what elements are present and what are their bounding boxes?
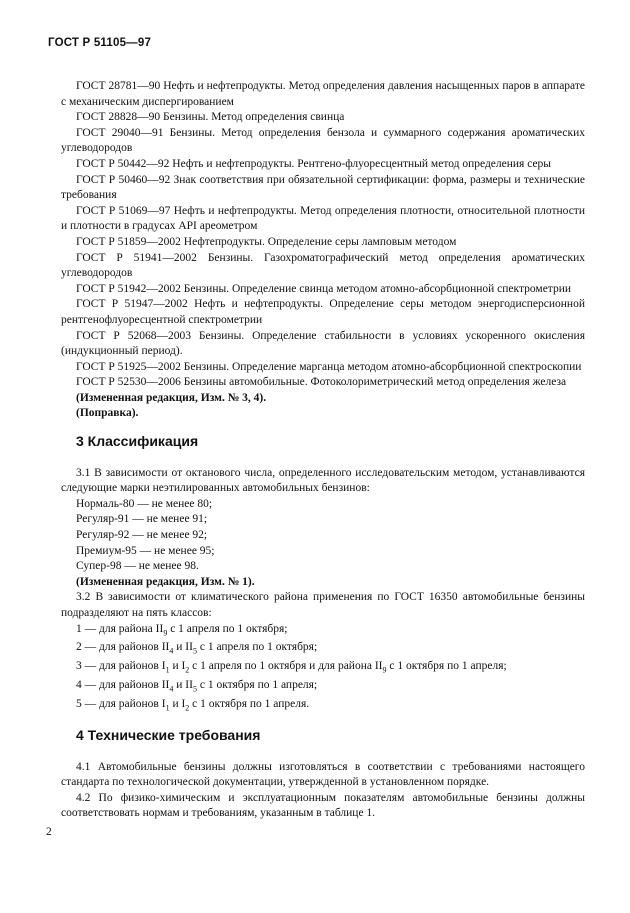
climate-class-1: 1 — для района $II_9$ с 1 апреля по 1 октября; xyxy=(76,622,288,637)
amendment-note: (Измененная редакция, Изм. № 1). xyxy=(76,575,255,588)
climate-class-4: 4 — для районов $II_4$ и $II_5$ с 1 октября по 1 апреля; xyxy=(76,679,318,694)
ref-item: ГОСТ Р 50442—92 Нефть и нефтепродукты. Рентгено-флуоресцентный метод определения серы xyxy=(76,157,552,170)
amendment-note: (Измененная редакция, Изм. № 3, 4). xyxy=(76,391,267,404)
ref-item: ГОСТ Р 51069—97 Нефть и нефтепродукты. Метод определения плотности, относительной плотности и плотности в градусах API ареометром xyxy=(61,204,585,233)
section-3-heading: 3 Классификация xyxy=(76,433,199,450)
ref-item: ГОСТ Р 51859—2002 Нефтепродукты. Определение серы ламповым методом xyxy=(76,235,457,248)
climate-class-2: 2 — для районов $II_4$ и $II_5$ с 1 апреля по 1 октября; xyxy=(76,641,318,656)
grade-item: Регуляр-92 — не менее 92; xyxy=(76,529,208,542)
ref-item: ГОСТ 29040—91 Бензины. Метод определения бензола и суммарного содержания ароматических углеводородов xyxy=(61,126,585,155)
grade-item: Регуляр-91 — не менее 91; xyxy=(76,513,208,526)
grade-item: Премиум-95 — не менее 95; xyxy=(76,544,215,557)
ref-item: ГОСТ 28781—90 Нефть и нефтепродукты. Метод определения давления насыщенных паров в аппарате с механическим диспергированием xyxy=(61,80,585,108)
ref-item: ГОСТ Р 51947—2002 Нефть и нефтепродукты. Определение серы методом энергодисперсионной рентгенофлуоресцентной спектрометрии xyxy=(61,298,585,326)
ref-item: ГОСТ Р 51941—2002 Бензины. Газохроматографический метод определения ароматических углеводородов xyxy=(61,251,585,280)
ref-item: ГОСТ Р 52068—2003 Бензины. Определение стабильности в условиях ускоренного окисления (индукционный период). xyxy=(61,329,585,358)
ref-item: ГОСТ Р 52530—2006 Бензины автомобильные. Фотоколориметрический метод определения железа xyxy=(76,376,567,389)
document-body xyxy=(61,79,585,822)
correction-note: (Поправка). xyxy=(76,407,139,420)
grade-item: Супер-98 — не менее 98. xyxy=(76,560,199,573)
clause-3-2: 3.2 В зависимости от климатического района применения по ГОСТ 16350 автомобильные бензины подразделяют на пять классов: xyxy=(61,591,585,619)
section-4-heading: 4 Технические требования xyxy=(76,727,261,744)
ref-item: ГОСТ Р 50460—92 Знак соответствия при обязательной сертификации: форма, размеры и технические требования xyxy=(61,173,585,202)
grade-item: Нормаль-80 — не менее 80; xyxy=(76,497,213,510)
climate-class-5: 5 — для районов $I_1$ и $I_2$ с 1 октября по 1 апреля. xyxy=(76,698,310,713)
ref-item: ГОСТ 28828—90 Бензины. Метод определения свинца xyxy=(76,111,345,124)
ref-item: ГОСТ Р 51942—2002 Бензины. Определение свинца методом атомно-абсорбционной спектрометрии xyxy=(76,282,572,295)
clause-3-1: 3.1 В зависимости от октанового числа, определенного исследовательским методом, устанавливаются следующие марки неэтилированных автомобильных бензинов: xyxy=(61,466,585,495)
clause-4-2: 4.2 По физико-химическим и эксплуатационным показателям автомобильные бензины должны соответствовать нормам и требованиям, указанным в таблице 1. xyxy=(61,791,585,820)
page-number: 2 xyxy=(46,826,52,838)
ref-item: ГОСТ Р 51925—2002 Бензины. Определение марганца методом атомно-абсорбционной спектроскопии xyxy=(76,360,582,373)
clause-4-1: 4.1 Автомобильные бензины должны изготовляться в соответствии с требованиями настоящего стандарта по технологической документации, утвержденной в установленном порядке. xyxy=(61,760,585,789)
running-header: ГОСТ Р 51105—97 xyxy=(48,37,152,49)
climate-class-3: 3 — для районов $I_1$ и $I_2$ с 1 апреля по 1 октября и для района $II_9$ с 1 октября по 1 апреля; xyxy=(76,660,507,675)
